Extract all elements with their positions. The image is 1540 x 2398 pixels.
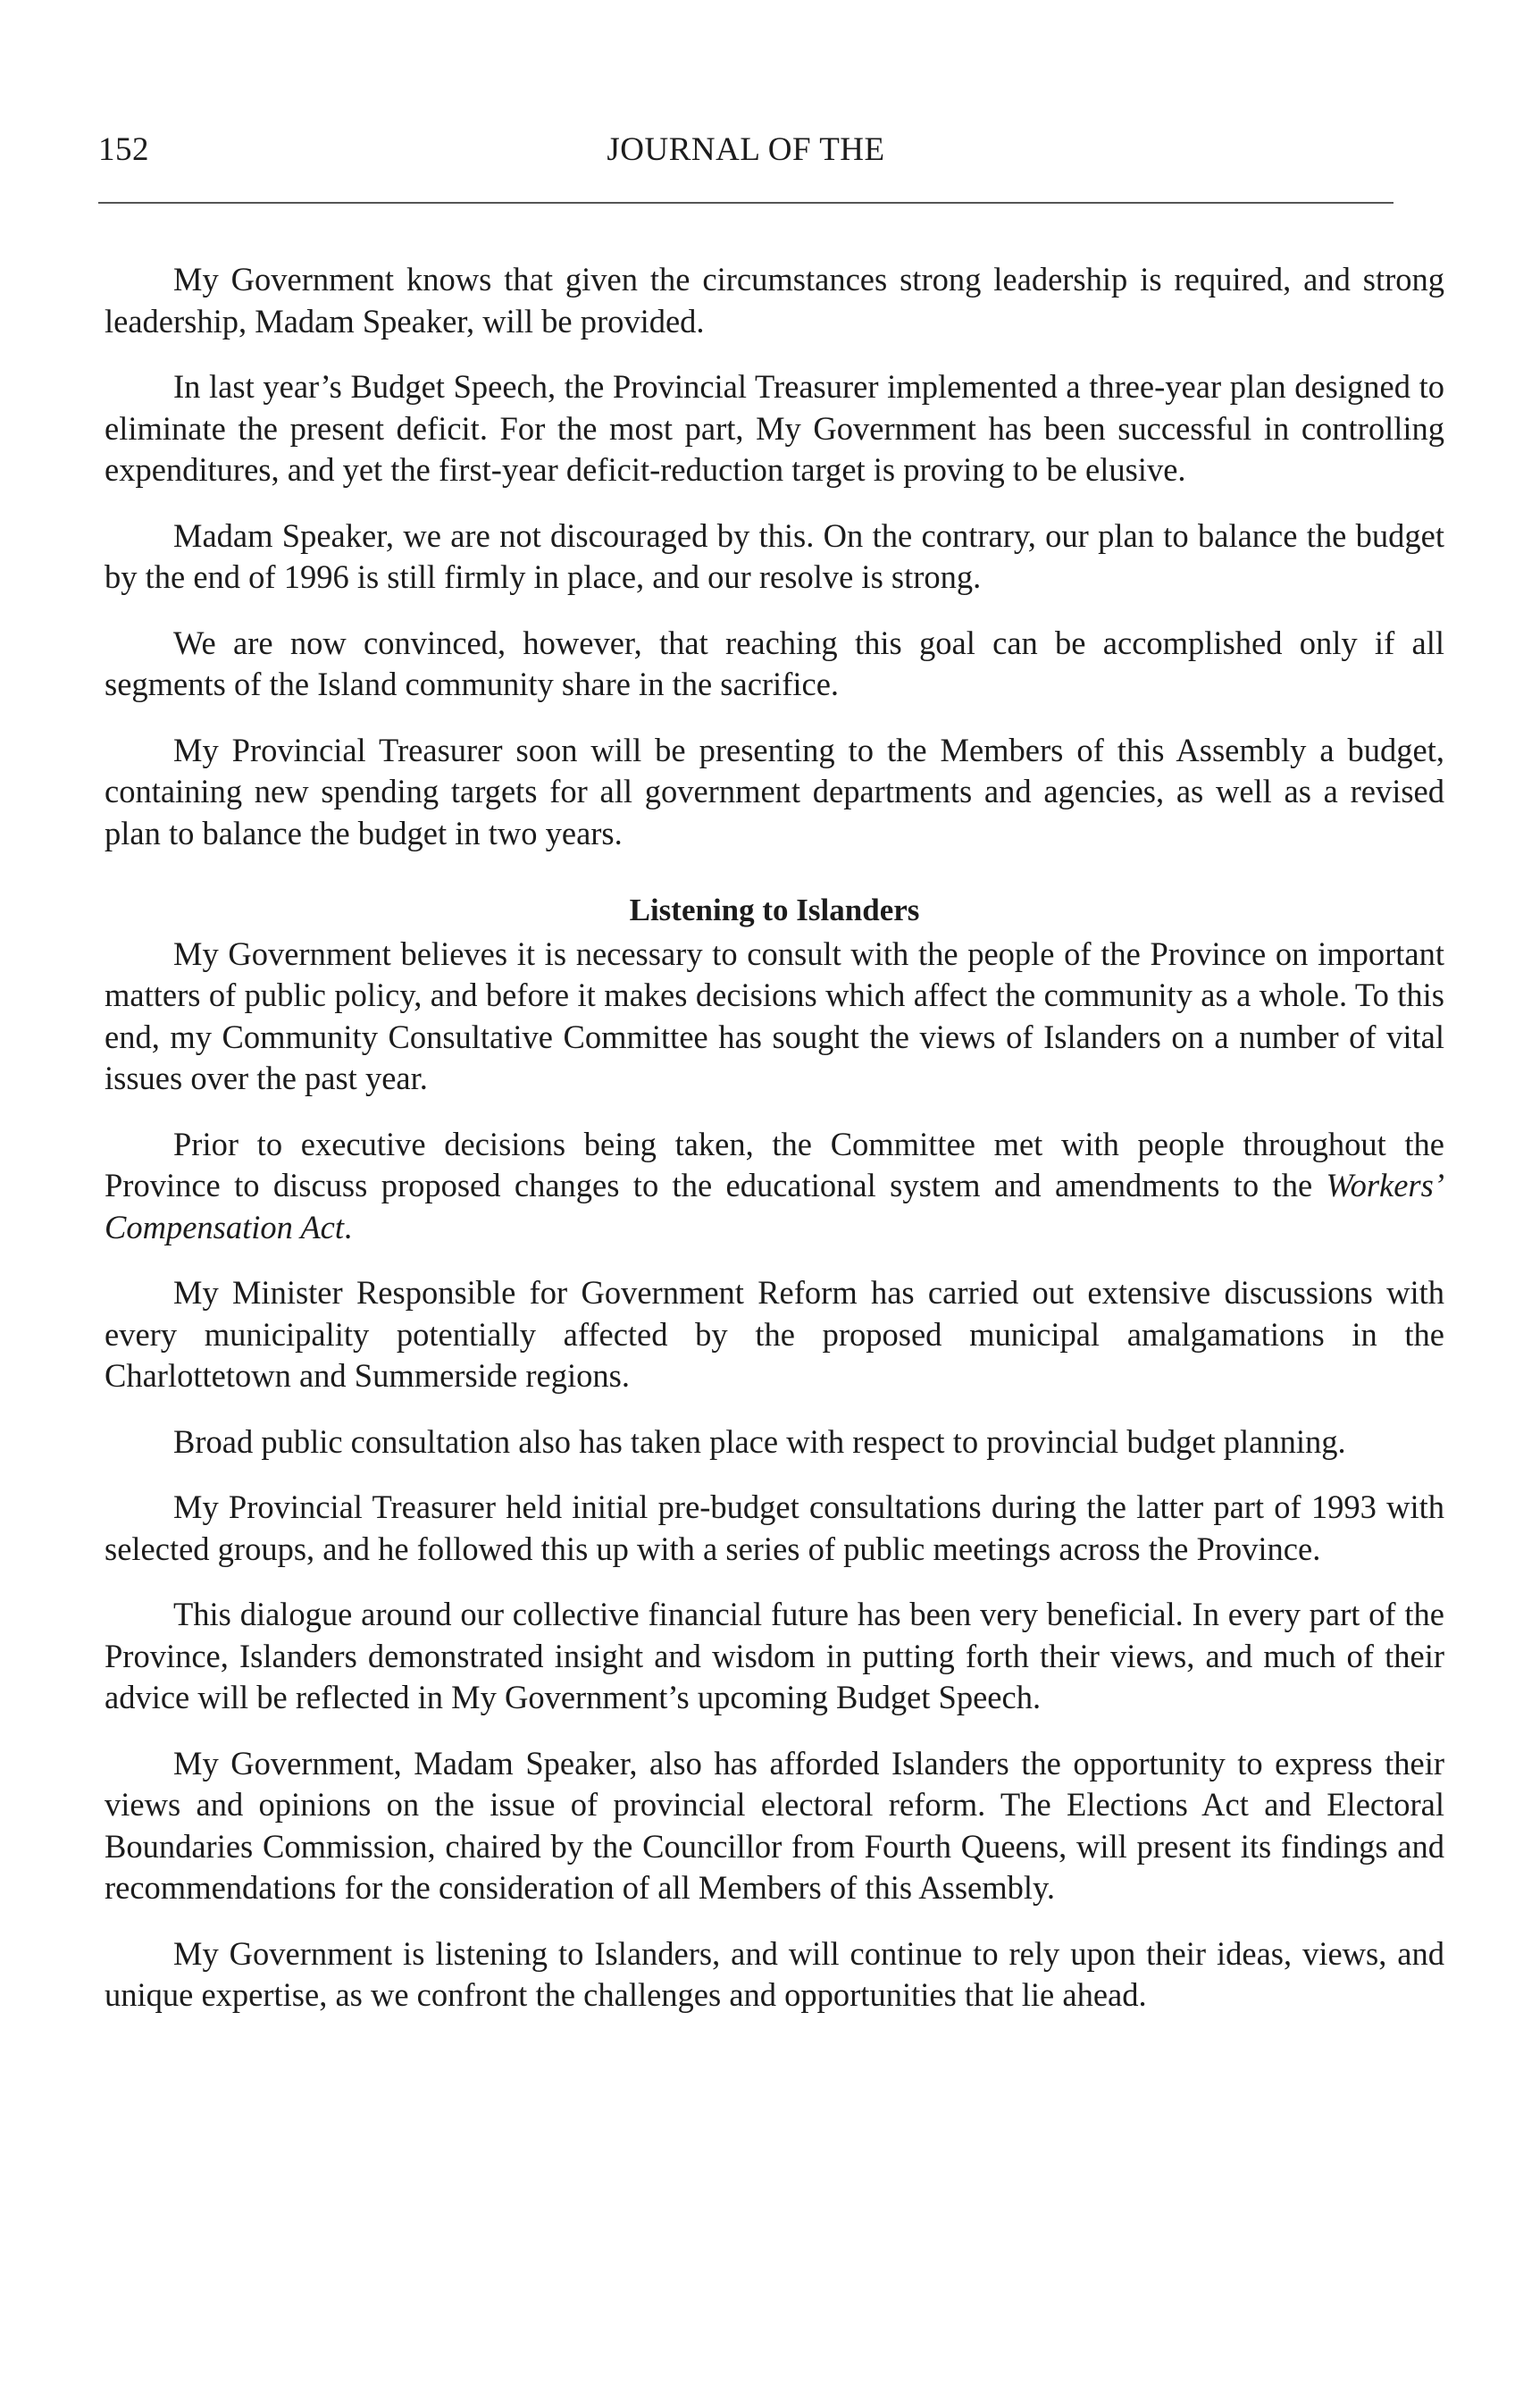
act-title: Workers’ Compensation Act: [105, 1167, 1444, 1245]
paragraph: In last year’s Budget Speech, the Provincial Treasurer implemented a three-year plan designed to eliminate the present deficit. For the most part, My Government has been successful in controlling expenditures, and yet the first-year deficit-reduction target is proving to be elusive.: [105, 368, 1444, 488]
paragraph: My Government knows that given the circumstances strong leadership is required, and strong leadership, Madam Speaker, will be provided.: [105, 261, 1444, 340]
paragraph: My Government believes it is necessary to consult with the people of the Province on important matters of public policy, and before it makes decisions which affect the community as a whole. To this end, my Community Consultative Committee has sought the views of Islanders on a number of vital issues over the past year.: [105, 935, 1444, 1096]
header-divider: [98, 202, 1394, 204]
paragraph-text: .: [344, 1208, 353, 1245]
page-number: 152: [98, 131, 149, 168]
paragraph: My Government, Madam Speaker, also has afforded Islanders the opportunity to express their views and opinions on the issue of provincial electoral reform. The Elections Act and Electoral Boundaries Commission, chaired by the Councillor from Fourth Queens, will present its findings and recommendations for the consideration of all Members of this Assembly.: [105, 1744, 1444, 1906]
paragraph: My Minister Responsible for Government Reform has carried out extensive discussions with every municipality potentially affected by the proposed municipal amalgamations in the Charlottetown and Summerside regions.: [105, 1274, 1444, 1394]
paragraph: Broad public consultation also has taken place with respect to provincial budget planning.: [173, 1422, 1346, 1460]
paragraph: Madam Speaker, we are not discouraged by this. On the contrary, our plan to balance the budget by the end of 1996 is still firmly in place, and our resolve is strong.: [105, 516, 1444, 595]
section-heading: Listening to Islanders: [629, 893, 920, 927]
paragraph: [105, 1124, 1444, 1249]
journal-title: JOURNAL OF THE: [607, 131, 885, 168]
running-head: [98, 130, 1394, 184]
paragraph: My Provincial Treasurer soon will be presenting to the Members of this Assembly a budget, containing new spending targets for all government departments and agencies, as well as a revised plan to balance the budget in two years.: [105, 731, 1444, 851]
paragraph: We are now convinced, however, that reaching this goal can be accomplished only if all segments of the Island community share in the sacrifice.: [105, 624, 1444, 702]
paragraph: My Provincial Treasurer held initial pre-budget consultations during the latter part of 1993 with selected groups, and he followed this up with a series of public meetings across the Province.: [105, 1488, 1444, 1567]
paragraph: This dialogue around our collective financial future has been very beneficial. In every part of the Province, Islanders demonstrated insight and wisdom in putting forth their views, and much of their advice will be reflected in My Government’s upcoming Budget Speech.: [105, 1596, 1444, 1715]
body-text: [105, 259, 1444, 2041]
paragraph-text: Prior to executive decisions being taken, the Committee met with people throughout the Province to discuss proposed changes to the educational system and amendments to the: [105, 1125, 1444, 1203]
paragraph: My Government is listening to Islanders, and will continue to rely upon their ideas, views, and unique expertise, as we confront the challenges and opportunities that lie ahead.: [105, 1934, 1444, 2013]
